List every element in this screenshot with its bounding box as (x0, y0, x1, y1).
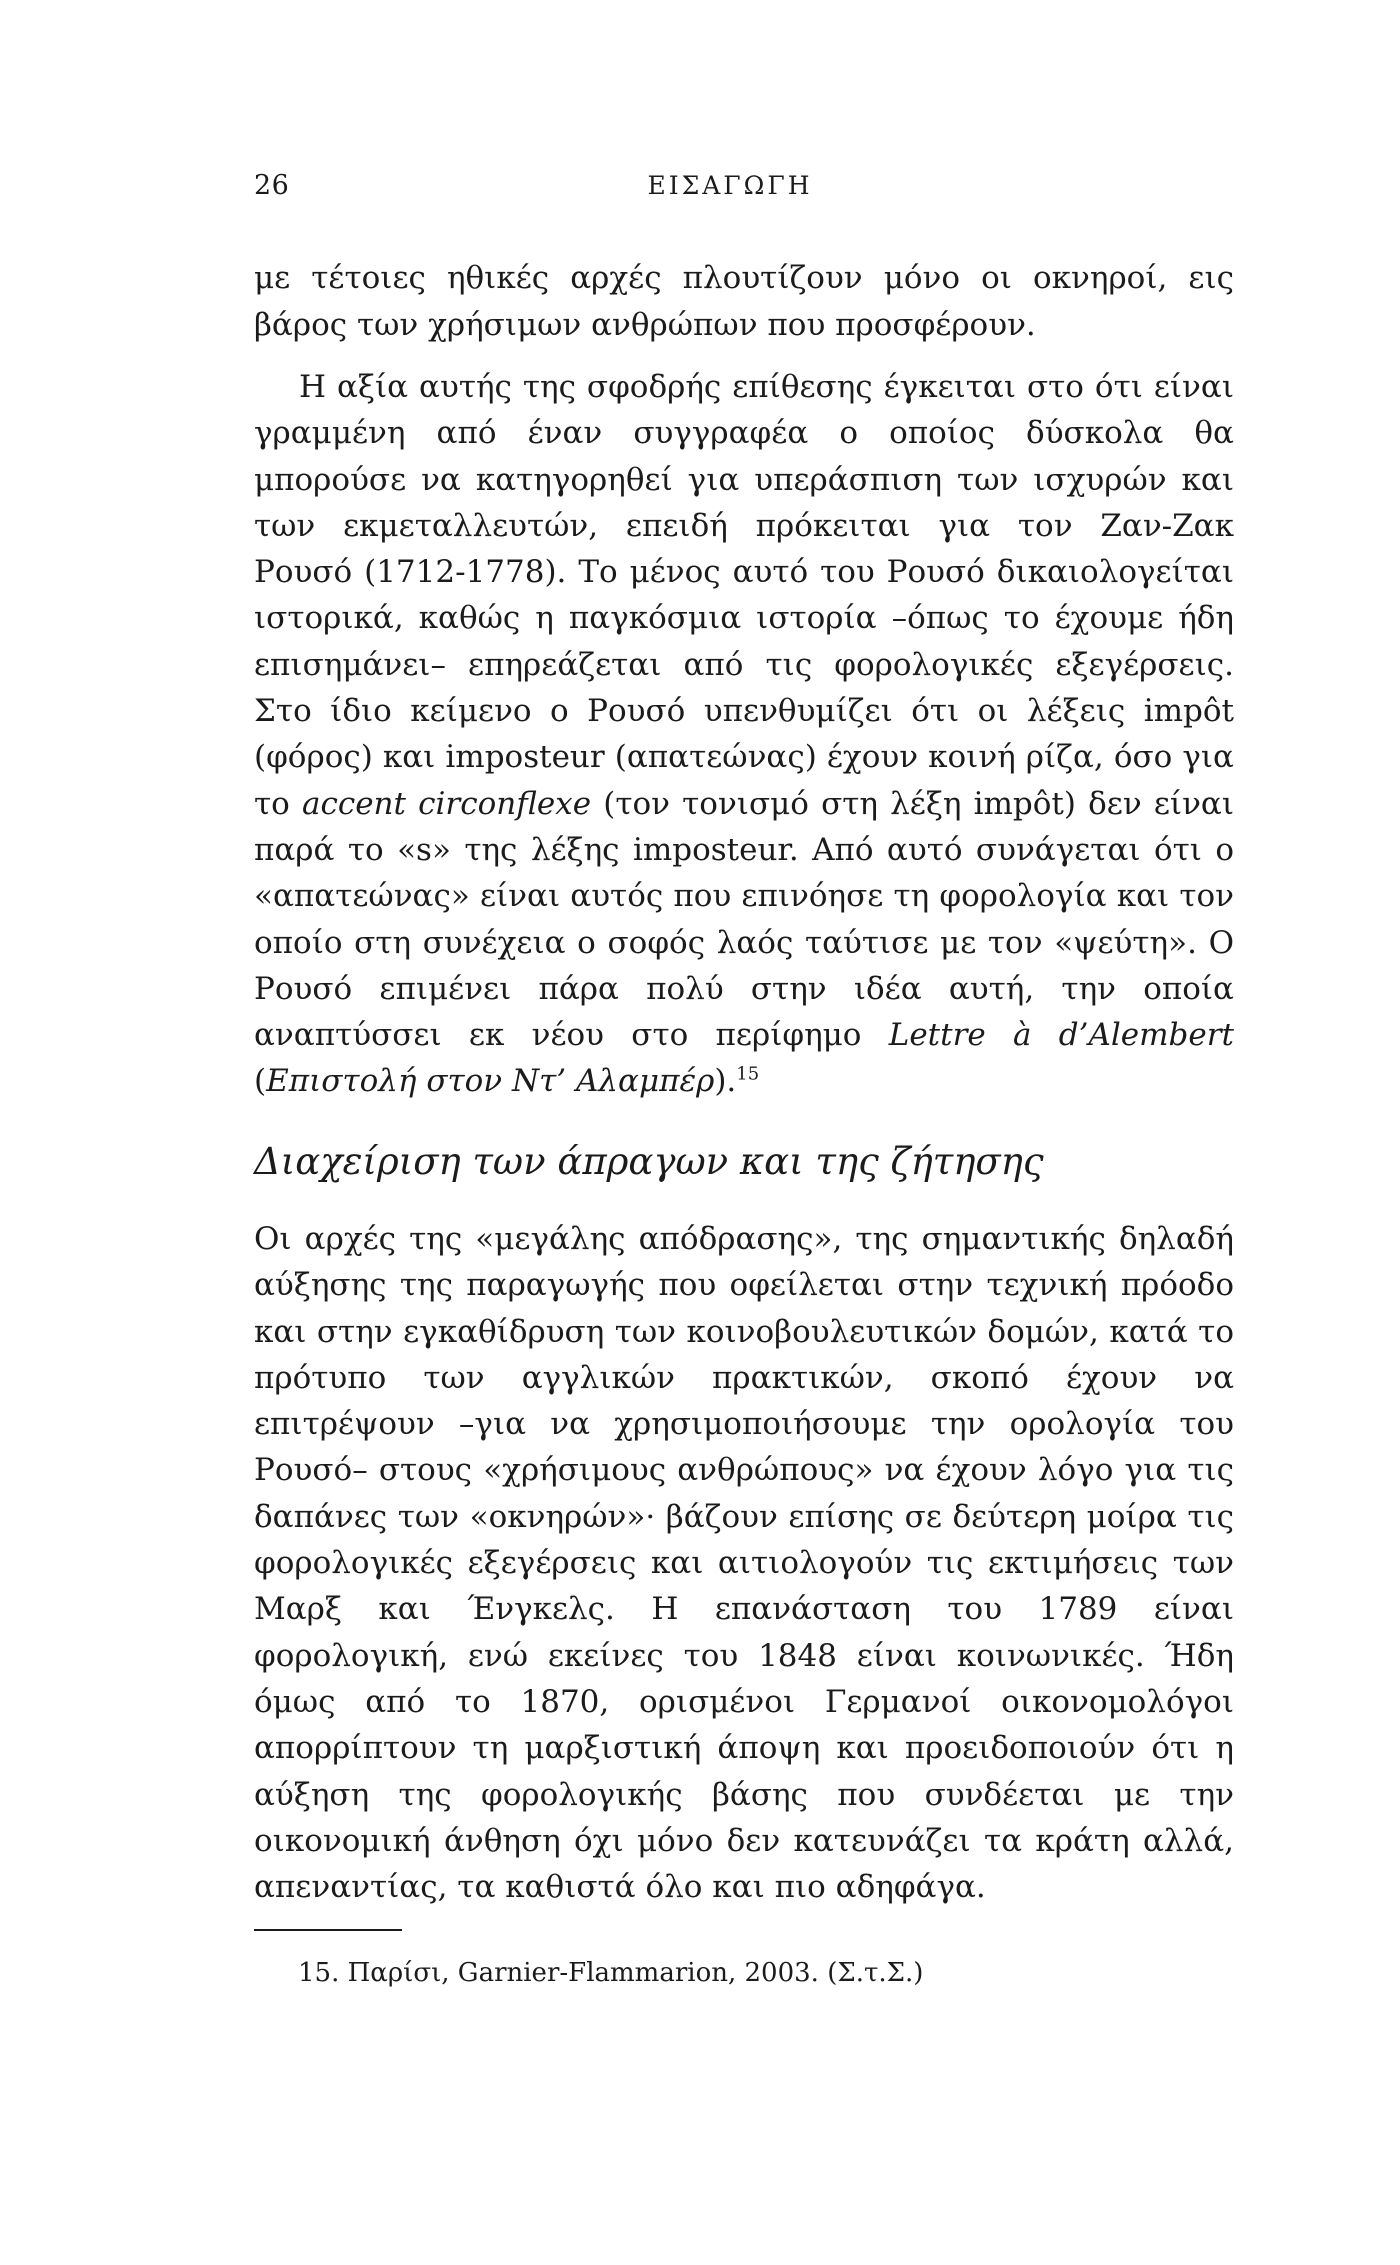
paragraph-rousseau (254, 364, 1234, 1105)
paragraph-text-part: Η αξία αυτής της σφοδρής επίθεσης έγκειται στο ότι είναι γραμμένη από έναν συγγραφέα ο οποίος δύσκολα θα μπορούσε να κατηγορηθεί για υπεράσπιση των ισχυρών και των εκμεταλλευτών, επειδή πρόκειται για τον Ζαν-Ζακ Ρουσό (1712-1778). Το μένος αυτό του Ρουσό δικαιολογείται ιστορικά, καθώς η παγκόσμια ιστορία –όπως το έχουμε ήδη επισημάνει– επηρεάζεται από τις φορολογικές εξεγέρσεις. Στο ίδιο κείμενο ο Ρουσό υπενθυμίζει ότι οι λέξεις impôt (φόρος) και imposteur (απατεώνας) έχουν κοινή ρίζα, όσο για το (254, 369, 1234, 822)
italic-title-translation: Επιστολή στον Ντ’ Αλαμπέρ (266, 1063, 715, 1100)
paragraph-text-part: ( (254, 1063, 267, 1100)
running-title: ΕΙΣΑΓΩΓΗ (647, 171, 813, 200)
paragraph-text-part: ). (714, 1063, 737, 1100)
paragraph-section-body: Οι αρχές της «μεγάλης απόδρασης», της σημαντικής δηλαδή αύξησης της παραγωγής που οφείλεται στην τεχνική πρόοδο και στην εγκαθίδρυση των κοινοβουλευτικών δομών, κατά το πρότυπο των αγγλικών πρακτικών, σκοπό έχουν να επιτρέψουν –για να χρησιμοποιήσουμε την ορολογία του Ρουσό– στους «χρήσιμους ανθρώπους» να έχουν λόγο για τις δαπάνες των «οκνηρών»· βάζουν επίσης σε δεύτερη μοίρα τις φορολογικές εξεγέρσεις και αιτιολογούν τις εκτιμήσεις των Μαρξ και Ένγκελς. Η επανάσταση του 1789 είναι φορολογική, ενώ εκείνες του 1848 είναι κοινωνικές. Ήδη όμως από το 1870, ορισμένοι Γερμανοί οικονομολόγοι απορρίπτουν τη μαρξιστική άποψη και προειδοποιούν ότι η αύξηση της φορολογικής βάσης που συνδέεται με την οικονομική άνθηση όχι μόνο δεν κατευνάζει τα κράτη αλλά, απεναντίας, τα καθιστά όλο και πιο αδηφάγα. (254, 1221, 1234, 1906)
footnote: 15. Παρίσι, Garnier-Flammarion, 2003. (Σ.τ.Σ.) (298, 1958, 924, 1988)
footnote-reference: 15 (736, 1064, 760, 1086)
page-number: 26 (254, 170, 290, 201)
footnote-divider (254, 1929, 402, 1931)
paragraph-continued: με τέτοιες ηθικές αρχές πλουτίζουν μόνο οι οκνηροί, εις βάρος των χρήσιμων ανθρώπων που προσφέρουν. (254, 260, 1234, 343)
paragraph-text-part: (τον τονισμό στη λέξη impôt) δεν είναι παρά το «s» της λέξης imposteur. Από αυτό συνάγεται ότι ο «απατεώνας» είναι αυτός που επινόησε τη φορολογία και τον οποίο στη συνέχεια ο σοφός λαός ταύτισε με τον «ψεύτη». Ο Ρουσό επιμένει πάρα πολύ στην ιδέα αυτή, την οποία αναπτύσσει εκ νέου στο περίφημο (254, 785, 1235, 1054)
italic-title: Lettre à d’Alembert (888, 1017, 1234, 1054)
italic-term: accent circonflexe (301, 785, 592, 822)
section-heading: Διαχείριση των άπραγων και της ζήτησης (254, 1140, 1044, 1183)
